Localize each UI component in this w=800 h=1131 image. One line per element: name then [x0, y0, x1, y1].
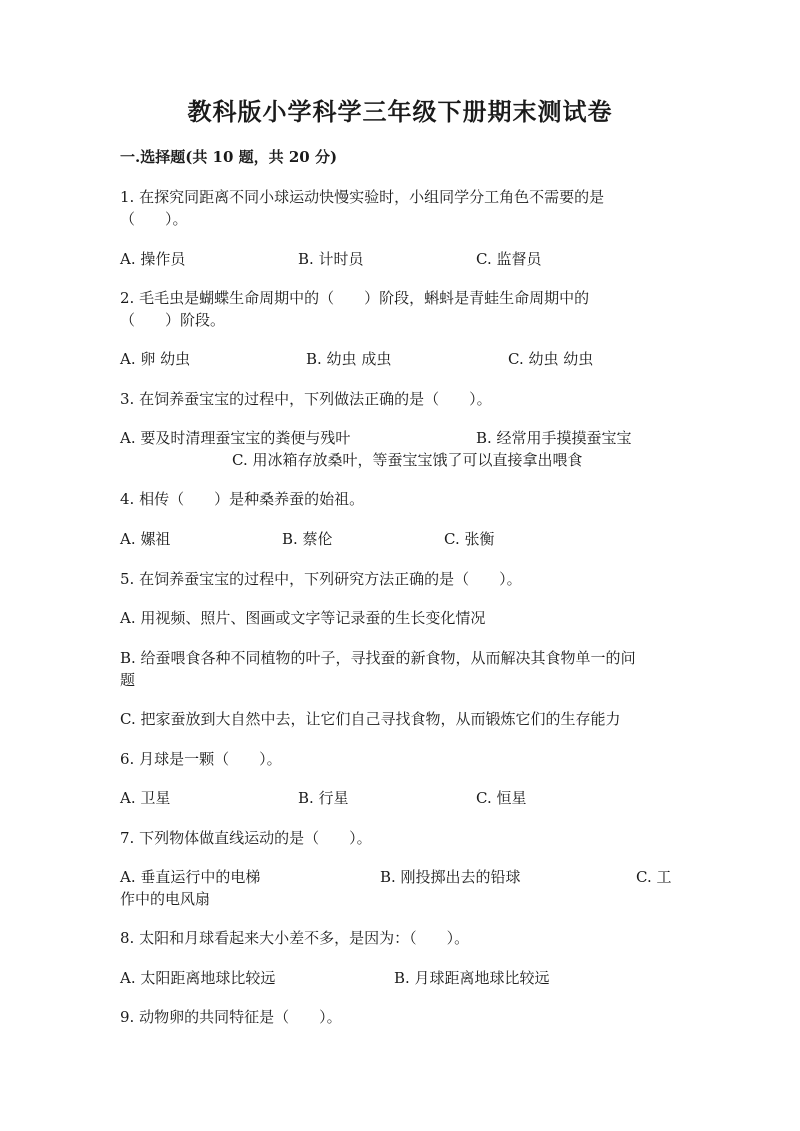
question-7-option-c-cont: 作中的电风扇 [120, 890, 211, 908]
question-5-option-b: B. 给蚕喂食各种不同植物的叶子，寻找蚕的新食物，从而解决其食物单一的问 [120, 649, 636, 667]
question-8-stem: 8. 太阳和月球看起来大小差不多，是因为：（ ）。 [120, 929, 470, 947]
question-4-option-b: B. 蔡伦 [282, 530, 333, 548]
question-6-option-b: B. 行星 [298, 789, 349, 807]
question-7-option-c: C. 工 [636, 868, 672, 886]
question-5-stem: 5. 在饲养蚕宝宝的过程中，下列研究方法正确的是（ ）。 [120, 570, 522, 588]
question-4-option-c: C. 张衡 [444, 530, 495, 548]
question-7-option-b: B. 刚投掷出去的铅球 [380, 868, 521, 886]
question-5-option-c: C. 把家蚕放到大自然中去，让它们自己寻找食物，从而锻炼它们的生存能力 [120, 710, 621, 728]
question-4-stem: 4. 相传（ ）是种桑养蚕的始祖。 [120, 490, 365, 508]
question-1-option-b: B. 计时员 [298, 250, 364, 268]
question-3-option-c: C. 用冰箱存放桑叶，等蚕宝宝饿了可以直接拿出喂食 [232, 451, 583, 469]
question-8-option-b: B. 月球距离地球比较远 [394, 969, 550, 987]
question-8-option-a: A. 太阳距离地球比较远 [120, 969, 276, 987]
question-6-option-c: C. 恒星 [476, 789, 527, 807]
question-6-stem: 6. 月球是一颗（ ）。 [120, 750, 282, 768]
question-6-option-a: A. 卫星 [120, 789, 171, 807]
exam-title: 教科版小学科学三年级下册期末测试卷 [187, 97, 613, 126]
question-3-stem: 3. 在饲养蚕宝宝的过程中，下列做法正确的是（ ）。 [120, 390, 492, 408]
question-5-option-a: A. 用视频、照片、图画或文字等记录蚕的生长变化情况 [120, 609, 486, 627]
question-2-option-c: C. 幼虫 幼虫 [508, 350, 594, 368]
question-2-option-a: A. 卵 幼虫 [120, 350, 191, 368]
question-7-stem: 7. 下列物体做直线运动的是（ ）。 [120, 829, 372, 847]
question-2-stem-line-2: （ ）阶段。 [120, 311, 226, 329]
question-1-option-a: A. 操作员 [120, 250, 186, 268]
question-1-stem-line-1: 1. 在探究同距离不同小球运动快慢实验时，小组同学分工角色不需要的是 [120, 188, 605, 206]
question-5-option-b-cont: 题 [120, 671, 136, 689]
question-2-option-b: B. 幼虫 成虫 [306, 350, 392, 368]
question-9-stem: 9. 动物卵的共同特征是（ ）。 [120, 1008, 342, 1026]
question-3-option-a: A. 要及时清理蚕宝宝的粪便与残叶 [120, 429, 351, 447]
section-heading: 一.选择题(共 10 题，共 20 分) [120, 148, 338, 166]
question-1-stem-line-2: （ ）。 [120, 210, 188, 228]
question-1-option-c: C. 监督员 [476, 250, 542, 268]
question-4-option-a: A. 嫘祖 [120, 530, 171, 548]
question-7-option-a: A. 垂直运行中的电梯 [120, 868, 261, 886]
question-2-stem-line-1: 2. 毛毛虫是蝴蝶生命周期中的（ ）阶段，蝌蚪是青蛙生命周期中的 [120, 289, 590, 307]
question-3-option-b: B. 经常用手摸摸蚕宝宝 [476, 429, 632, 447]
